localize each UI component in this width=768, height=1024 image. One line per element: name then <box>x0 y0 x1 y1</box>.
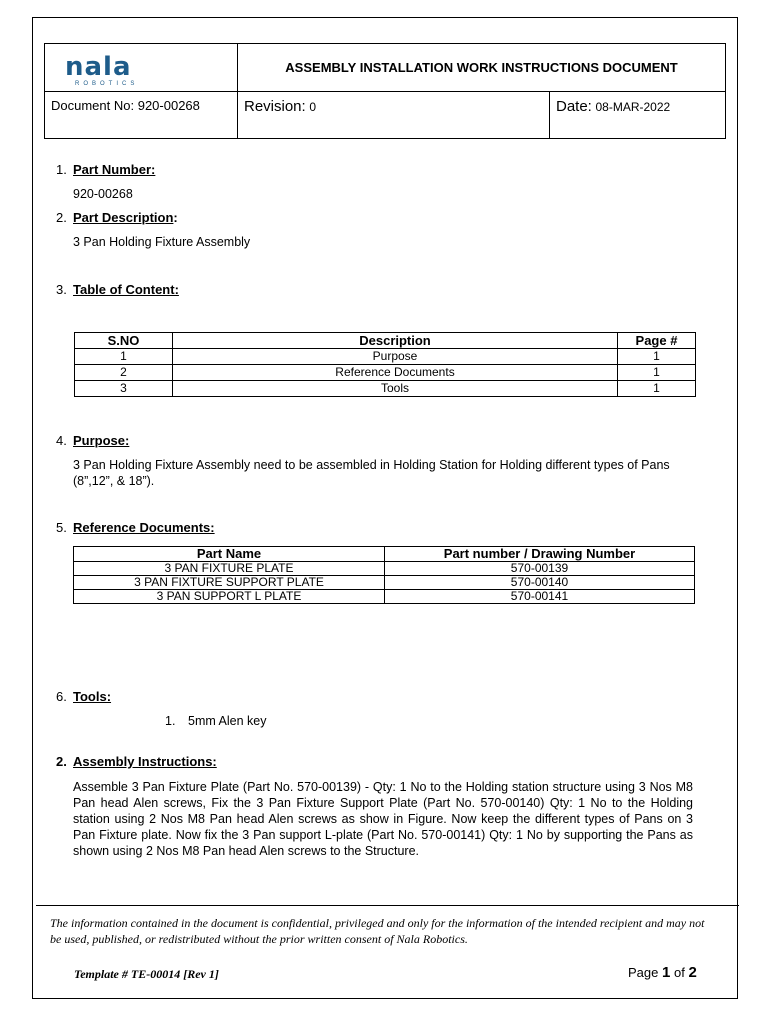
page-number <box>628 964 697 981</box>
logo-word: nala <box>65 52 132 82</box>
table-cell: Purpose <box>173 349 618 365</box>
date <box>550 92 726 139</box>
section-number: 2. <box>56 754 67 769</box>
document-number <box>45 92 238 139</box>
table-cell: 1 <box>75 349 173 365</box>
section-number: 1. <box>56 162 67 177</box>
section-purpose <box>56 433 129 448</box>
section-heading: Tools: <box>73 689 112 704</box>
table-cell: 1 <box>618 381 696 397</box>
table-row <box>74 576 695 590</box>
table-row <box>74 562 695 576</box>
document-header <box>44 43 726 139</box>
page-total: 2 <box>688 964 697 981</box>
template-number: Template # TE-00014 [Rev 1] <box>74 967 219 981</box>
table-cell: 2 <box>75 365 173 381</box>
page-of: of <box>673 965 685 980</box>
date-label: Date: <box>556 98 592 115</box>
table-cell: 3 <box>75 381 173 397</box>
section-heading: Purpose: <box>73 433 130 448</box>
section-number: 2. <box>56 210 67 225</box>
table-header-row <box>75 333 696 349</box>
table-header-cell: Description <box>173 333 618 349</box>
section-number: 5. <box>56 520 67 535</box>
table-cell: Tools <box>173 381 618 397</box>
section-number: 3. <box>56 282 67 297</box>
section-assembly-instructions <box>56 754 217 769</box>
doc-no-label: Document No: <box>51 98 135 113</box>
revision-value: 0 <box>309 100 317 114</box>
table-header-cell: Part Name <box>74 547 385 562</box>
table-cell: 1 <box>618 365 696 381</box>
footer-divider <box>36 905 739 906</box>
section-part-number <box>56 162 155 177</box>
document-title: ASSEMBLY INSTALLATION WORK INSTRUCTIONS DOCUMENT <box>238 44 726 92</box>
table-row <box>74 590 695 604</box>
company-logo <box>65 52 165 87</box>
logo-subtext: ROBOTICS <box>75 81 139 87</box>
section-heading: Reference Documents: <box>73 520 215 535</box>
table-cell: 570-00139 <box>385 562 695 576</box>
list-item-text: 5mm Alen key <box>188 714 267 728</box>
logo-cell <box>45 44 238 92</box>
section-number: 6. <box>56 689 67 704</box>
table-cell: 570-00141 <box>385 590 695 604</box>
table-cell: 570-00140 <box>385 576 695 590</box>
table-row <box>75 349 696 365</box>
section-colon: : <box>173 210 178 225</box>
reference-table <box>73 546 695 604</box>
doc-no-value: 920-00268 <box>137 98 200 113</box>
table-header-cell: Part number / Drawing Number <box>385 547 695 562</box>
table-cell: Reference Documents <box>173 365 618 381</box>
tools-list-item <box>165 713 267 729</box>
part-description-value: 3 Pan Holding Fixture Assembly <box>73 235 251 249</box>
section-toc <box>56 282 179 297</box>
section-number: 4. <box>56 433 67 448</box>
purpose-text: 3 Pan Holding Fixture Assembly need to be assembled in Holding Station for Holding different types of Pans (8”,12”, & 18”). <box>73 458 670 488</box>
page-word: Page <box>628 965 659 980</box>
table-header-cell: S.NO <box>75 333 173 349</box>
section-reference-documents <box>56 520 215 535</box>
assembly-instructions-text: Assemble 3 Pan Fixture Plate (Part No. 570-00139) - Qty: 1 No to the Holding station structure using 3 Nos M8 Pan head Alen screws, Fix the 3 Pan Fixture Support Plate (Part No. 570-00140) Qty: 1 No to the Holding station using 2 Nos M8 Pan head Alen screws as show in Figure. Now keep the different types of Pans on 3 Pan Fixture plate. Now fix the 3 Pan support L-plate (Part No. 570-00141) Qty: 1 No by supporting the Pans as shown using 2 Nos M8 Pan head Alen screws to the Structure. <box>73 780 693 858</box>
revision <box>238 92 550 139</box>
table-row <box>75 381 696 397</box>
date-value: 08-MAR-2022 <box>595 100 671 114</box>
section-part-description <box>56 210 178 225</box>
table-cell: 1 <box>618 349 696 365</box>
confidentiality-notice: The information contained in the document is confidential, privileged and only for the information of the intended recipient and may not be used, published, or redistributed without the prior written consent of Nala Robotics. <box>50 916 705 946</box>
section-heading: Part Description <box>73 210 174 225</box>
table-cell: 3 PAN FIXTURE PLATE <box>74 562 385 576</box>
table-cell: 3 PAN SUPPORT L PLATE <box>74 590 385 604</box>
toc-table <box>74 332 696 397</box>
page-current: 1 <box>662 964 671 981</box>
section-heading: Table of Content: <box>73 282 179 297</box>
list-item-number: 1. <box>165 714 176 728</box>
table-header-row <box>74 547 695 562</box>
table-header-cell: Page # <box>618 333 696 349</box>
section-tools <box>56 689 111 704</box>
section-heading: Assembly Instructions: <box>73 754 217 769</box>
section-heading: Part Number: <box>73 162 156 177</box>
table-row <box>75 365 696 381</box>
revision-label: Revision: <box>244 98 306 115</box>
part-number-value: 920-00268 <box>73 187 133 201</box>
table-cell: 3 PAN FIXTURE SUPPORT PLATE <box>74 576 385 590</box>
